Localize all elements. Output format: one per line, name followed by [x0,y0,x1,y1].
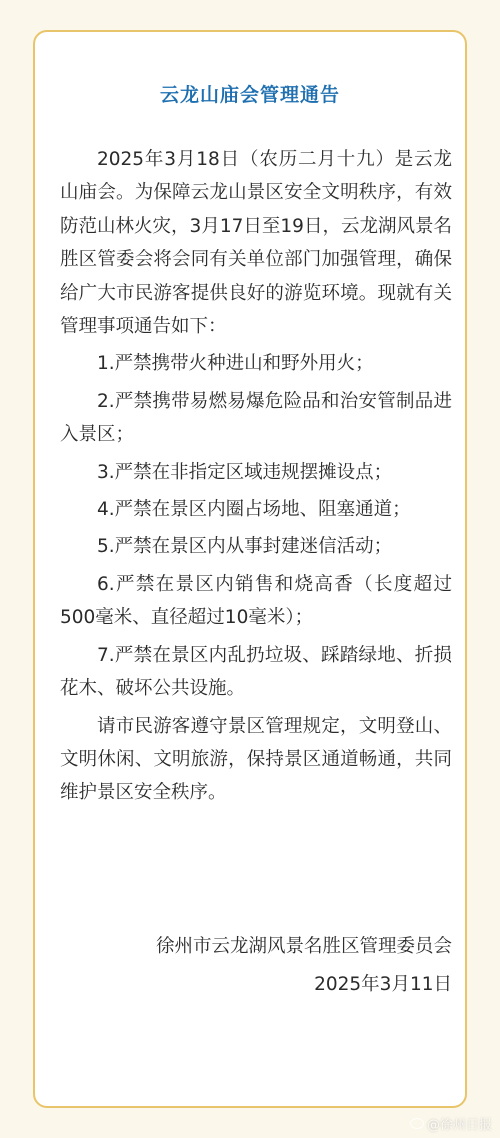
watermark-text: @徐州日报 [426,1118,492,1133]
issuer-name: 徐州市云龙湖风景名胜区管理委员会 [155,936,452,957]
notice-title: 云龙山庙会管理通告 [159,84,340,106]
signature-block [60,928,452,1004]
weibo-icon [410,1118,424,1129]
issue-date: 2025年3月11日 [314,974,452,995]
intro-paragraph: 2025年3月18日（农历二月十九）是云龙山庙会。为保障云龙山景区安全文明秩序，有效防范山林火灾，3月17日至19日，云龙湖风景名胜区管委会将会同有关单位部门加强管理，确保给广大市民游客提供良好的游览环境。现就有关管理事项通告如下： [60,149,452,338]
rule-item-6: 6.严禁在景区内销售和烧高香（长度超过500毫米、直径超过10毫米）； [60,573,452,629]
source-watermark [410,1114,492,1133]
notice-body [60,143,452,810]
rule-item-7: 7.严禁在景区内乱扔垃圾、踩踏绿地、折损花木、破坏公共设施。 [60,644,452,700]
rule-item-2: 2.严禁携带易燃易爆危险品和治安管制品进入景区； [60,390,452,446]
rule-item-5: 5.严禁在景区内从事封建迷信活动； [97,536,393,558]
closing-paragraph: 请市民游客遵守景区管理规定，文明登山、文明休闲、文明旅游，保持景区通道畅通，共同维护景区安全秩序。 [60,715,452,804]
rule-item-4: 4.严禁在景区内圈占场地、阻塞通道； [97,499,411,521]
rule-item-3: 3.严禁在非指定区域违规摆摊设点； [97,461,393,483]
rule-item-1: 1.严禁携带火种进山和野外用火； [97,353,374,375]
